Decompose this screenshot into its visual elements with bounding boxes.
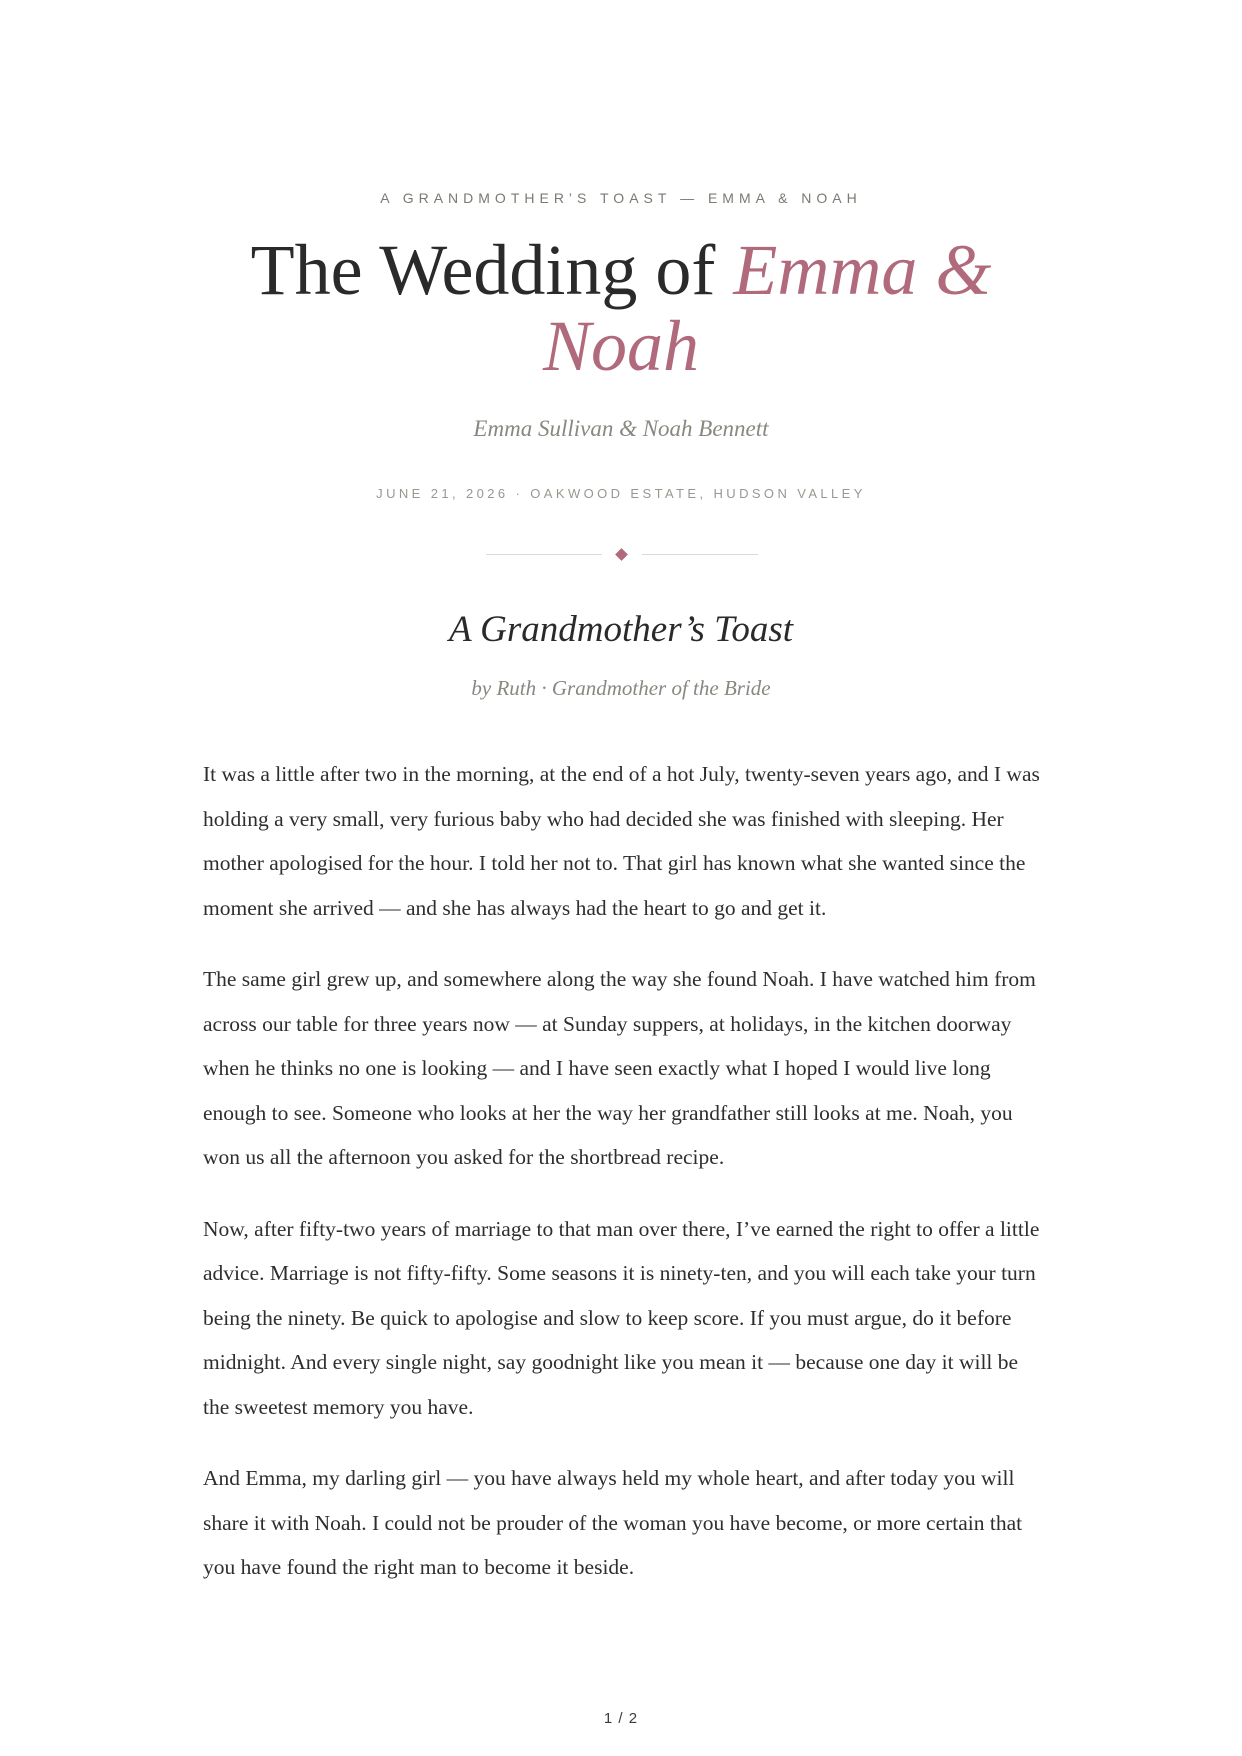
title-couple-names: Emma & Noah <box>542 230 992 386</box>
page-title <box>200 232 1042 384</box>
toast-byline: by Ruth · Grandmother of the Bride <box>471 676 771 700</box>
toast-paragraph: And Emma, my darling girl — you have always held my whole heart, and after today you will share it with Noah. I could not be prouder of the woman you have become, or more certain that you have found the right man to become it beside. <box>203 1466 1023 1579</box>
diamond-icon <box>615 548 628 561</box>
toast-paragraph: It was a little after two in the morning, at the end of a hot July, twenty-seven years ago, and I was holding a very small, very furious baby who had decided she was finished with sleeping. Her mother apologised for the hour. I told her not to. That girl has known what she wanted since the moment she arrived — and she has always had the heart to go and get it. <box>203 762 1040 920</box>
title-prefix: The Wedding of <box>250 230 734 310</box>
page-number: 1 / 2 <box>603 1710 639 1727</box>
ornament-divider <box>486 548 758 562</box>
divider-line-left <box>486 554 602 555</box>
toast-paragraph: The same girl grew up, and somewhere along the way she found Noah. I have watched him from across our table for three years now — at Sunday suppers, at holidays, in the kitchen doorway when he thinks no one is looking — and I have seen exactly what I hoped I would live long enough to see. Someone who looks at her the way her grandfather still looks at me. Noah, you won us all the afternoon you asked for the shortbread recipe. <box>203 967 1036 1169</box>
toast-title: A Grandmother’s Toast <box>448 609 794 650</box>
divider-line-right <box>642 554 758 555</box>
toast-body <box>203 752 1045 1617</box>
toast-paragraph: Now, after fifty-two years of marriage to that man over there, I’ve earned the right to offer a little advice. Marriage is not fifty-fifty. Some seasons it is ninety-ten, and you will each take your turn being the ninety. Be quick to apologise and slow to keep score. If you must argue, do it before midnight. And every single night, say goodnight like you mean it — because one day it will be the sweetest memory you have. <box>203 1216 1040 1419</box>
date-location-line: JUNE 21, 2026 · OAKWOOD ESTATE, HUDSON VALLEY <box>376 486 866 501</box>
eyebrow-label: A GRANDMOTHER’S TOAST — EMMA & NOAH <box>380 190 862 206</box>
couple-full-names: Emma Sullivan & Noah Bennett <box>473 416 769 441</box>
